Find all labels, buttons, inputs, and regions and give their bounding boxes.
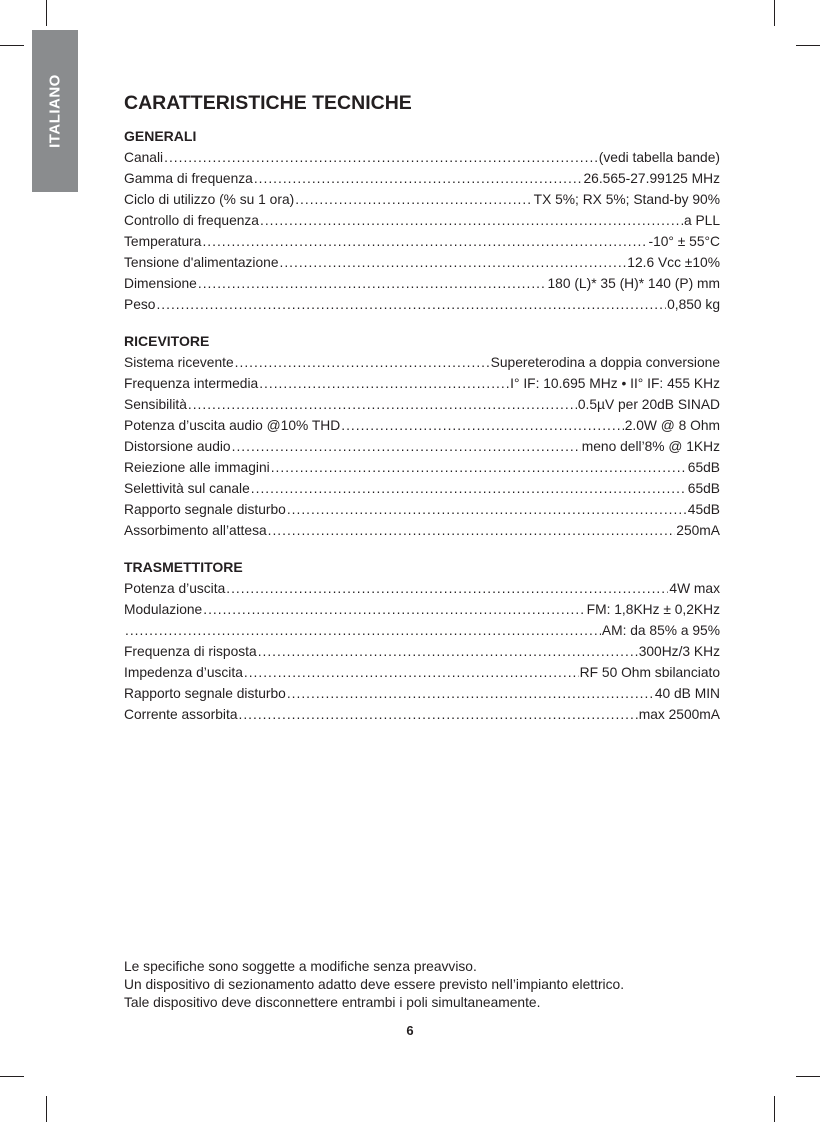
spec-value: 250mA: [676, 523, 720, 538]
spec-label: Selettività sul canale: [124, 481, 250, 496]
spec-label: Ciclo di utilizzo (% su 1 ora): [124, 192, 295, 207]
spec-label: Distorsione audio: [124, 439, 231, 454]
spec-label: Frequenza di risposta: [124, 644, 257, 659]
spec-value: 12.6 Vcc ±10%: [627, 255, 720, 270]
section-generali: [124, 126, 720, 315]
footnote-line: Un dispositivo di sezionamento adatto deve essere previsto nell’impianto elettrico.: [124, 977, 625, 992]
spec-row: [124, 252, 720, 273]
spec-row: [124, 147, 720, 168]
section-title: GENERALI: [124, 128, 197, 144]
dot-leader: [235, 352, 490, 373]
spec-value: 40 dB MIN: [654, 686, 720, 701]
spec-label: Peso: [124, 297, 156, 312]
spec-value: AM: da 85% a 95%: [601, 623, 720, 638]
spec-label: Controllo di frequenza: [124, 213, 259, 228]
dot-leader: [254, 168, 583, 189]
crop-mark: [796, 1076, 820, 1077]
dot-leader: [164, 147, 598, 168]
crop-mark: [796, 45, 820, 46]
dot-leader: [287, 683, 654, 704]
dot-leader: [259, 373, 509, 394]
spec-value: FM: 1,8KHz ± 0,2KHz: [586, 602, 720, 617]
footnotes: [124, 958, 720, 1012]
dot-leader: [258, 641, 638, 662]
spec-label: Corrente assorbita: [124, 707, 238, 722]
language-tab-label: ITALIANO: [46, 74, 64, 148]
spec-label: Reiezione alle immagini: [124, 460, 270, 475]
spec-row: [124, 352, 720, 373]
spec-row: [124, 415, 720, 436]
spec-content: [124, 90, 720, 725]
crop-mark: [774, 0, 775, 26]
section-trasmettitore: [124, 557, 720, 725]
spec-row: [124, 394, 720, 415]
spec-row: [124, 436, 720, 457]
dot-leader: [280, 252, 627, 273]
spec-label: Gamma di frequenza: [124, 171, 253, 186]
dot-leader: [125, 620, 601, 641]
spec-row: [124, 231, 720, 252]
spec-value: 0,850 kg: [667, 297, 720, 312]
dot-leader: [202, 231, 647, 252]
dot-leader: [198, 273, 547, 294]
dot-leader: [341, 415, 623, 436]
spec-row: [124, 478, 720, 499]
spec-value: (vedi tabella bande): [598, 150, 720, 165]
spec-value: TX 5%; RX 5%; Stand-by 90%: [533, 192, 720, 207]
crop-mark: [46, 1096, 47, 1122]
spec-row: [124, 210, 720, 231]
dot-leader: [232, 436, 581, 457]
spec-label: Potenza d’uscita audio @10% THD: [124, 418, 341, 433]
section-title: TRASMETTITORE: [124, 559, 243, 575]
dot-leader: [287, 499, 687, 520]
section-title: RICEVITORE: [124, 333, 210, 349]
spec-row: [124, 599, 720, 620]
dot-leader: [251, 478, 687, 499]
section-ricevitore: [124, 331, 720, 541]
spec-row: [124, 683, 720, 704]
spec-row: [124, 620, 720, 641]
spec-value: RF 50 Ohm sbilanciato: [579, 665, 720, 680]
spec-value: 300Hz/3 KHz: [638, 644, 720, 659]
language-tab: [32, 30, 78, 192]
spec-row: [124, 499, 720, 520]
dot-leader: [295, 189, 532, 210]
spec-value: 0.5µV per 20dB SINAD: [577, 397, 720, 412]
spec-row: [124, 373, 720, 394]
spec-label: Dimensione: [124, 276, 197, 291]
spec-row: [124, 520, 720, 541]
spec-value: -10° ± 55°C: [648, 234, 720, 249]
spec-value: 4W max: [669, 581, 720, 596]
spec-label: Rapporto segnale disturbo: [124, 502, 286, 517]
spec-row: [124, 189, 720, 210]
footnote-line: Tale dispositivo deve disconnettere entrambi i poli simultaneamente.: [124, 995, 541, 1010]
spec-value: 180 (L)* 35 (H)* 140 (P) mm: [547, 276, 720, 291]
spec-label: Rapporto segnale disturbo: [124, 686, 286, 701]
crop-mark: [774, 1096, 775, 1122]
spec-label: Impedenza d’uscita: [124, 665, 243, 680]
spec-label: Assorbimento all’attesa: [124, 523, 267, 538]
spec-label: Potenza d’uscita: [124, 581, 226, 596]
spec-row: [124, 704, 720, 725]
page-title: CARATTERISTICHE TECNICHE: [124, 92, 412, 114]
spec-value: 65dB: [687, 481, 720, 496]
dot-leader: [156, 294, 666, 315]
spec-row: [124, 641, 720, 662]
spec-value: meno dell’8% @ 1KHz: [581, 439, 720, 454]
spec-value: 26.565-27.99125 MHz: [583, 171, 720, 186]
spec-value: a PLL: [683, 213, 720, 228]
spec-row: [124, 273, 720, 294]
crop-mark: [0, 45, 24, 46]
spec-label: Canali: [124, 150, 164, 165]
dot-leader: [226, 578, 668, 599]
crop-mark: [0, 1076, 24, 1077]
dot-leader: [188, 394, 577, 415]
crop-mark: [46, 0, 47, 26]
spec-label: Sensibilità: [124, 397, 187, 412]
spec-row: [124, 578, 720, 599]
page-number: 6: [406, 1023, 414, 1038]
spec-value: I° IF: 10.695 MHz • II° IF: 455 KHz: [510, 376, 720, 391]
dot-leader: [271, 457, 687, 478]
spec-label: Modulazione: [124, 602, 203, 617]
dot-leader: [239, 704, 638, 725]
spec-value: max 2500mA: [638, 707, 720, 722]
spec-value: 45dB: [687, 502, 720, 517]
spec-label: Tensione d'alimentazione: [124, 255, 279, 270]
footnote-line: Le specifiche sono soggette a modifiche senza preavviso.: [124, 959, 477, 974]
dot-leader: [203, 599, 585, 620]
spec-value: 2.0W @ 8 Ohm: [624, 418, 720, 433]
spec-label: Frequenza intermedia: [124, 376, 259, 391]
spec-label: Sistema ricevente: [124, 355, 234, 370]
spec-row: [124, 168, 720, 189]
dot-leader: [244, 662, 579, 683]
spec-label: Temperatura: [124, 234, 202, 249]
spec-row: [124, 457, 720, 478]
spec-row: [124, 294, 720, 315]
dot-leader: [260, 210, 683, 231]
spec-value: Supereterodina a doppia conversione: [490, 355, 720, 370]
dot-leader: [268, 520, 676, 541]
spec-value: 65dB: [687, 460, 720, 475]
spec-row: [124, 662, 720, 683]
